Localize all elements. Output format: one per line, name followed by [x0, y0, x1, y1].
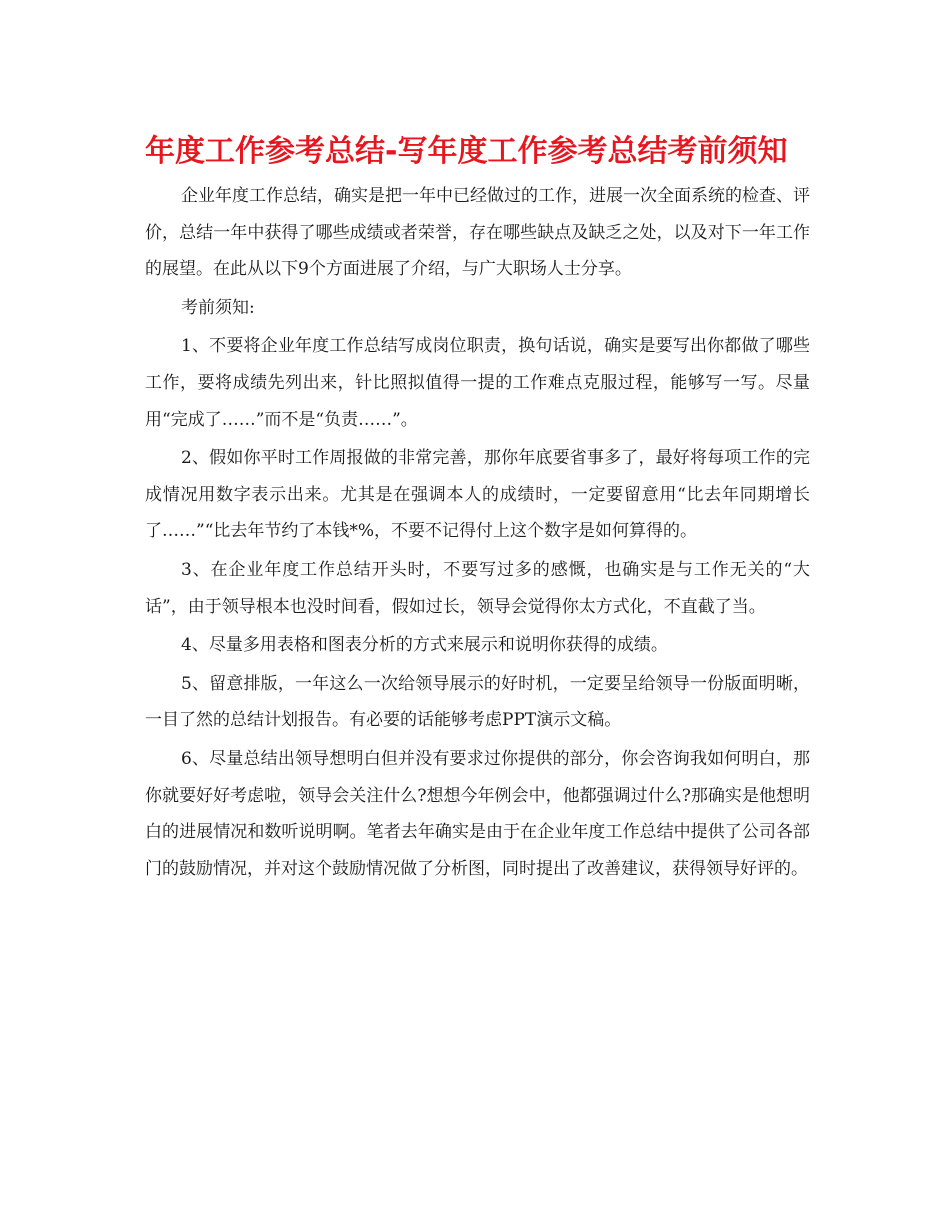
document-title: 年度工作参考总结-写年度工作参考总结考前须知	[145, 134, 788, 169]
note-item-6: 6、尽量总结出领导想明白但并没有要求过你提供的部分，你会咨询我如何明白，那你就要好好考虑啦，领导会关注什么?想想今年例会中，他都强调过什么?那确实是他想明白的进展情况和数听说明啊。笔者去年确实是由于在企业年度工作总结中提供了公司各部门的鼓励情况，并对这个鼓励情况做了分析图，同时提出了改善建议，获得领导好评的。	[145, 748, 810, 879]
intro-paragraph: 企业年度工作总结，确实是把一年中已经做过的工作，进展一次全面系统的检查、评价，总结一年中获得了哪些成绩或者荣誉，存在哪些缺点及缺乏之处，以及对下一年工作的展望。在此从以下9个方面进展了介绍，与广大职场人士分享。	[145, 186, 810, 280]
note-item-4: 4、尽量多用表格和图表分析的方式来展示和说明你获得的成绩。	[181, 635, 668, 656]
note-item-5: 5、留意排版，一年这么一次给领导展示的好时机，一定要呈给领导一份版面明晰，一目了然的总结计划报告。有必要的话能够考虑PPT演示文稿。	[145, 673, 810, 731]
note-item-3: 3、在企业年度工作总结开头时，不要写过多的感慨，也确实是与工作无关的“大话”，由于领导根本也没时间看，假如过长，领导会觉得你太方式化，不直截了当。	[145, 559, 810, 617]
note-item-2: 2、假如你平时工作周报做的非常完善，那你年底要省事多了，最好将每项工作的完成情况用数字表示出来。尤其是在强调本人的成绩时，一定要留意用“比去年同期增长了……”“比去年节约了本钱*%，不要不记得付上这个数字是如何算得的。	[145, 448, 810, 542]
notes-heading: 考前须知:	[181, 297, 255, 318]
note-item-1: 1、不要将企业年度工作总结写成岗位职责，换句话说，确实是要写出你都做了哪些工作，要将成绩先列出来，针比照拟值得一提的工作难点克服过程，能够写一写。尽量用“完成了……”而不是“负责……”。	[145, 336, 810, 430]
document-page	[145, 130, 810, 889]
